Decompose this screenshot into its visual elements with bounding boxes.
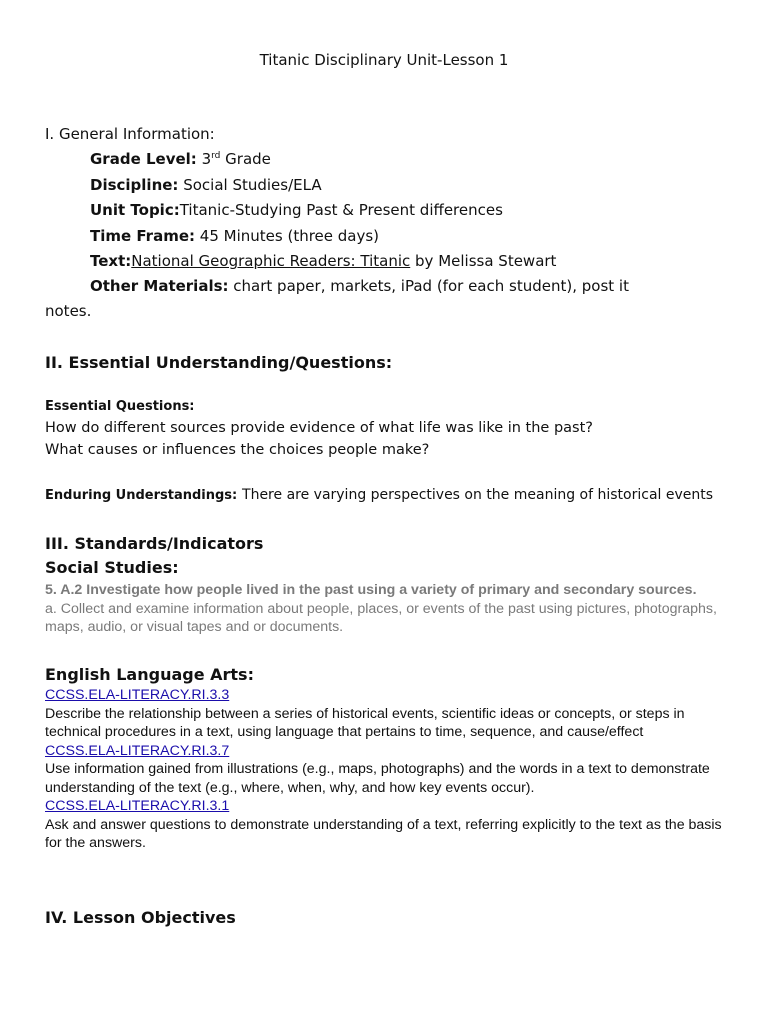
essential-questions-label: Essential Questions: [45, 399, 195, 414]
essential-question-2: What causes or influences the choices people make? [45, 442, 430, 458]
grade-level-value: 3 [201, 150, 212, 168]
grade-level-sup: rd [211, 151, 221, 161]
enduring-understandings-value: There are varying perspectives on the meaning of historical events [242, 487, 714, 503]
section-3-heading: III. Standards/Indicators [45, 534, 264, 553]
ela-standard-link[interactable]: CCSS.ELA-LITERACY.RI.3.1 [45, 798, 230, 814]
text-title: National Geographic Readers: Titanic [131, 252, 411, 270]
materials-wrap: notes. [45, 302, 92, 320]
ela-standard-link[interactable]: CCSS.ELA-LITERACY.RI.3.7 [45, 742, 230, 759]
grade-level-line [90, 150, 271, 168]
materials-label: Other Materials: [90, 277, 229, 295]
text-line [90, 252, 556, 270]
unit-topic-line [90, 201, 503, 219]
grade-level-suffix: Grade [225, 150, 271, 168]
materials-line [90, 277, 629, 295]
enduring-understandings-label: Enduring Understandings: [45, 488, 238, 503]
discipline-line [90, 176, 322, 194]
unit-topic-value: Titanic-Studying Past & Present differences [179, 201, 503, 219]
time-frame-label: Time Frame: [90, 227, 196, 245]
essential-question-1: How do different sources provide evidence of what life was like in the past? [45, 420, 593, 436]
ela-heading: English Language Arts: [45, 665, 254, 684]
ela-standards [45, 686, 735, 853]
ela-standard-link[interactable]: CCSS.ELA-LITERACY.RI.3.3 [45, 687, 230, 703]
grade-level-label: Grade Level: [90, 150, 197, 168]
ss-indicator-a: a. Collect and examine information about people, places, or events of the past using pictures, photographs, maps, audio, or visual tapes and or documents. [45, 600, 717, 635]
unit-topic-label: Unit Topic: [90, 201, 180, 219]
ela-standard-text: Describe the relationship between a series of historical events, scientific ideas or concepts, or steps in technical procedures in a text, using language that pertains to time, sequence, and cause/effect [45, 705, 685, 740]
enduring-understandings-line [45, 485, 713, 503]
discipline-value: Social Studies/ELA [183, 176, 322, 194]
section-1-heading: I. General Information: [45, 125, 215, 143]
text-author: by Melissa Stewart [415, 252, 557, 270]
document-title: Titanic Disciplinary Unit-Lesson 1 [259, 51, 509, 69]
text-label: Text: [90, 252, 132, 270]
materials-value: chart paper, markets, iPad (for each student), post it [233, 277, 629, 295]
social-studies-standard [45, 581, 735, 637]
section-2-heading: II. Essential Understanding/Questions: [45, 353, 393, 372]
ela-standard-text: Use information gained from illustrations (e.g., maps, photographs) and the words in a text to demonstrate understanding of the text (e.g., where, when, why, and how key events occur). [45, 761, 710, 796]
time-frame-line [90, 227, 379, 245]
social-studies-heading: Social Studies: [45, 558, 179, 577]
section-4-heading: IV. Lesson Objectives [45, 908, 236, 927]
discipline-label: Discipline: [90, 176, 179, 194]
ss-standard-text: 5. A.2 Investigate how people lived in the past using a variety of primary and secondary sources. [45, 582, 697, 598]
ela-standard-text: Ask and answer questions to demonstrate understanding of a text, referring explicitly to the text as the basis for the answers. [45, 816, 722, 851]
time-frame-value: 45 Minutes (three days) [199, 227, 380, 245]
